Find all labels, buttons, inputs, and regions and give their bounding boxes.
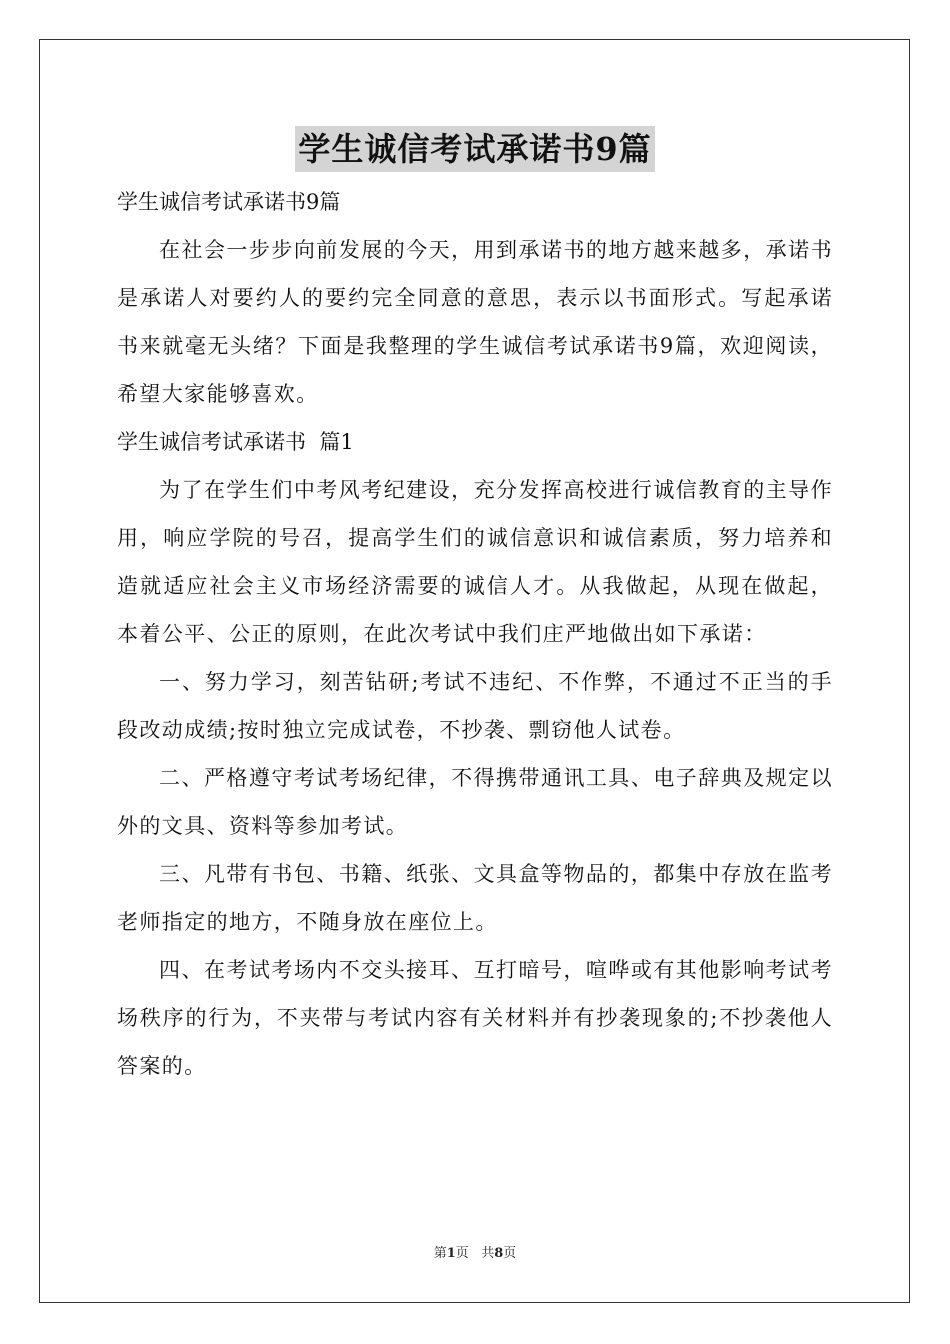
- body-paragraph: 为了在学生们中考风考纪建设，充分发挥高校进行诚信教育的主导作用，响应学院的号召，提高学生们的诚信意识和诚信素质，努力培养和造就适应社会主义市场经济需要的诚信人才。从我做起，从现在做起，本着公平、公正的原则，在此次考试中我们庄严地做出如下承诺：: [117, 478, 833, 646]
- total-unit: 页: [503, 1246, 517, 1261]
- body-paragraph: 四、在考试考场内不交头接耳、互打暗号，喧哗或有其他影响考试考场秩序的行为，不夹带与考试内容有关材料并有抄袭现象的;不抄袭他人答案的。: [117, 958, 833, 1078]
- intro-paragraph: 在社会一步步向前发展的今天，用到承诺书的地方越来越多，承诺书是承诺人对要约人的要约完全同意的意思，表示以书面形式。写起承诺书来就毫无头绪？下面是我整理的学生诚信考试承诺书9篇，欢迎阅读，希望大家能够喜欢。: [117, 238, 833, 406]
- body-paragraph: 二、严格遵守考试考场纪律，不得携带通讯工具、电子辞典及规定以外的文具、资料等参加考试。: [117, 766, 833, 838]
- total-pages: 8: [494, 1246, 504, 1261]
- page-footer: [0, 1244, 950, 1264]
- page-unit: 页: [455, 1246, 469, 1261]
- document-subtitle: 学生诚信考试承诺书9篇: [117, 190, 341, 214]
- page-number: 1: [446, 1246, 456, 1261]
- body-paragraph: 一、努力学习，刻苦钻研;考试不违纪、不作弊，不通过不正当的手段改动成绩;按时独立完成试卷，不抄袭、剽窃他人试卷。: [117, 670, 833, 742]
- document-title: 学生诚信考试承诺书9篇: [295, 126, 654, 172]
- total-prefix: 共: [481, 1246, 495, 1261]
- page-prefix: 第: [433, 1246, 447, 1261]
- document-body: [117, 178, 833, 1090]
- body-paragraph: 三、凡带有书包、书籍、纸张、文具盒等物品的，都集中存放在监考老师指定的地方，不随身放在座位上。: [117, 862, 833, 934]
- section-heading: 学生诚信考试承诺书 篇1: [117, 430, 354, 454]
- title-area: [0, 126, 950, 172]
